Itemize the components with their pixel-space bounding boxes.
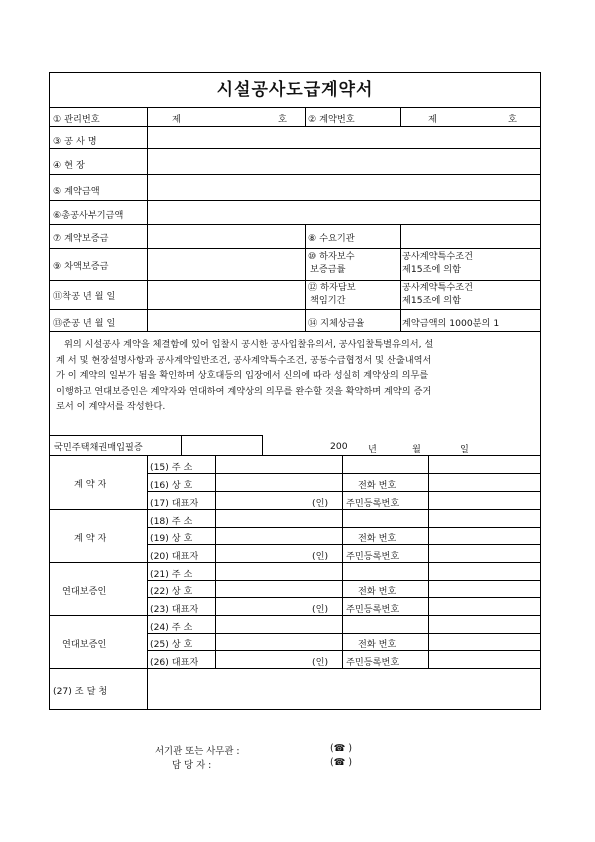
party-divider — [147, 527, 540, 528]
party-divider — [50, 668, 540, 669]
contract-notice — [56, 337, 540, 415]
sub-pay-label-line1: ⑩ 하자보수 — [308, 251, 355, 262]
row-divider — [50, 126, 540, 127]
party-address-label: (24) 주 소 — [150, 622, 193, 633]
bond-box-top — [50, 435, 262, 436]
col-divider — [400, 107, 401, 126]
party-rep-label: (23) 대표자 — [150, 604, 199, 615]
bond-date-day-unit: 일 — [460, 444, 469, 455]
row-divider — [50, 200, 540, 201]
official-label: 서기관 또는 사무관 : — [155, 746, 240, 757]
site-label: ④ 현 장 — [53, 160, 85, 171]
party-address-label: (18) 주 소 — [150, 516, 193, 527]
party-tel-label: 전화 번호 — [358, 480, 397, 491]
bond-date-year-unit: 년 — [368, 444, 377, 455]
document-title: 시설공사도급계약서 — [50, 73, 540, 108]
party-id-label: 주민등록번호 — [346, 604, 400, 615]
party-divider — [147, 633, 540, 634]
notice-line: 계 서 및 현장설명사항과 공사계약일반조건, 공사계약특수조건, 공동수급협정서 및 산출내역서 — [56, 354, 432, 366]
notice-line: 가 이 계약의 일부가 됨을 확인하며 상호대등의 입장에서 신의에 따라 성실히 계약상의 의무를 — [56, 370, 429, 382]
bond-box-right — [262, 435, 263, 455]
liability-label-line1: ⑫ 하자담보 — [308, 282, 356, 293]
row-divider — [50, 224, 540, 225]
row-divider — [50, 309, 540, 310]
contract-form — [49, 72, 541, 710]
liability-value-line2: 제15조에 의함 — [402, 295, 461, 306]
party-rep-label: (26) 대표자 — [150, 657, 199, 668]
mgmt-no-suffix: 호 — [278, 114, 287, 125]
completion-date-label: ⑬준공 년 월 일 — [53, 318, 116, 329]
liability-label-line2: 책임기간 — [310, 295, 346, 306]
party-divider — [50, 509, 540, 510]
party-tel-label: 전화 번호 — [358, 586, 397, 597]
party-col-divider — [342, 455, 343, 668]
party-group-label: 계 약 자 — [74, 479, 107, 490]
party-divider — [50, 562, 540, 563]
party-id-label: 주민등록번호 — [346, 498, 400, 509]
liability-value-line1: 공사계약특수조건 — [402, 282, 474, 293]
col-divider — [305, 224, 306, 331]
party-divider — [147, 544, 540, 545]
procurement-office-label: (27) 조 달 청 — [53, 686, 108, 697]
party-seal-mark: (인) — [312, 498, 329, 509]
row-divider — [50, 331, 540, 332]
party-seal-mark: (인) — [312, 551, 329, 562]
party-id-label: 주민등록번호 — [346, 551, 400, 562]
sub-pay-value-line2: 제15조에 의함 — [402, 264, 461, 275]
mgmt-no-prefix: 제 — [172, 114, 181, 125]
party-rep-label: (17) 대표자 — [150, 498, 199, 509]
project-name-label: ③ 공 사 명 — [53, 136, 97, 147]
bond-date-year: 200 — [330, 441, 348, 452]
liability-label — [308, 281, 356, 307]
liability-value — [402, 281, 473, 307]
party-divider — [50, 615, 540, 616]
party-col-divider — [428, 455, 429, 668]
delay-rate-label: ⑭ 지체상금율 — [308, 318, 365, 329]
staff-phone: (☎ ) — [330, 757, 352, 768]
party-seal-mark: (인) — [312, 657, 329, 668]
staff-label: 담 당 자 : — [172, 760, 212, 771]
party-group-label: 연대보증인 — [62, 586, 107, 597]
party-firm-label: (19) 상 호 — [150, 533, 193, 544]
party-id-label: 주민등록번호 — [346, 657, 400, 668]
defect-guarantee-label: ⑨ 차액보증금 — [53, 261, 109, 272]
sub-pay-label-line2: 보증금률 — [310, 264, 346, 275]
sub-pay-value-line1: 공사계약특수조건 — [402, 251, 474, 262]
start-date-label: ⑪착공 년 월 일 — [53, 291, 116, 302]
party-firm-label: (16) 상 호 — [150, 480, 193, 491]
col-divider — [305, 107, 306, 126]
official-phone: (☎ ) — [330, 743, 352, 754]
guarantee-label: ⑦ 계약보증금 — [53, 233, 109, 244]
vat-amount-label: ⑥총공사부기금액 — [53, 210, 124, 221]
contract-amount-label: ⑤ 계약금액 — [53, 186, 100, 197]
bond-date-month-unit: 월 — [412, 444, 421, 455]
col-divider — [147, 107, 148, 331]
party-firm-label: (22) 상 호 — [150, 586, 193, 597]
bond-label: 국민주택채권매입필증 — [54, 442, 143, 453]
party-divider — [50, 455, 540, 456]
notice-line: 위의 시설공사 계약을 체결함에 있어 입찰시 공시한 공사입찰유의서, 공사입찰특별유의서, 설 — [64, 339, 434, 350]
party-col-divider — [147, 455, 148, 709]
delay-rate-value: 계약금액의 1000분의 1 — [402, 318, 500, 329]
sub-pay-label — [308, 250, 355, 276]
row-divider — [50, 148, 540, 149]
notice-line: 이행하고 연대보증인은 계약자와 연대하여 계약상의 의무를 완수할 것을 확약하며 계약의 증거 — [56, 385, 432, 397]
party-divider — [147, 597, 540, 598]
party-tel-label: 전화 번호 — [358, 533, 397, 544]
row-divider — [50, 248, 540, 249]
party-divider — [147, 580, 540, 581]
mgmt-no-label: ① 관리번호 — [53, 114, 100, 125]
party-group-label: 계 약 자 — [74, 533, 107, 544]
party-divider — [147, 650, 540, 651]
row-divider — [50, 174, 540, 175]
party-address-label: (21) 주 소 — [150, 569, 193, 580]
bond-box-divider — [181, 435, 182, 455]
party-divider — [147, 491, 540, 492]
col-divider — [400, 224, 401, 331]
party-firm-label: (25) 상 호 — [150, 639, 193, 650]
party-address-label: (15) 주 소 — [150, 462, 193, 473]
notice-line: 로서 이 계약서를 작성한다. — [56, 401, 166, 413]
contract-no-suffix: 호 — [508, 114, 517, 125]
party-tel-label: 전화 번호 — [358, 639, 397, 650]
party-rep-label: (20) 대표자 — [150, 551, 199, 562]
demand-org-label: ⑧ 수요기관 — [308, 233, 355, 244]
sub-pay-value — [402, 250, 473, 276]
contract-no-prefix: 제 — [428, 114, 437, 125]
party-col-divider — [215, 455, 216, 668]
contract-no-label: ② 계약번호 — [308, 114, 355, 125]
party-group-label: 연대보증인 — [62, 639, 107, 650]
party-seal-mark: (인) — [312, 604, 329, 615]
party-divider — [147, 473, 540, 474]
